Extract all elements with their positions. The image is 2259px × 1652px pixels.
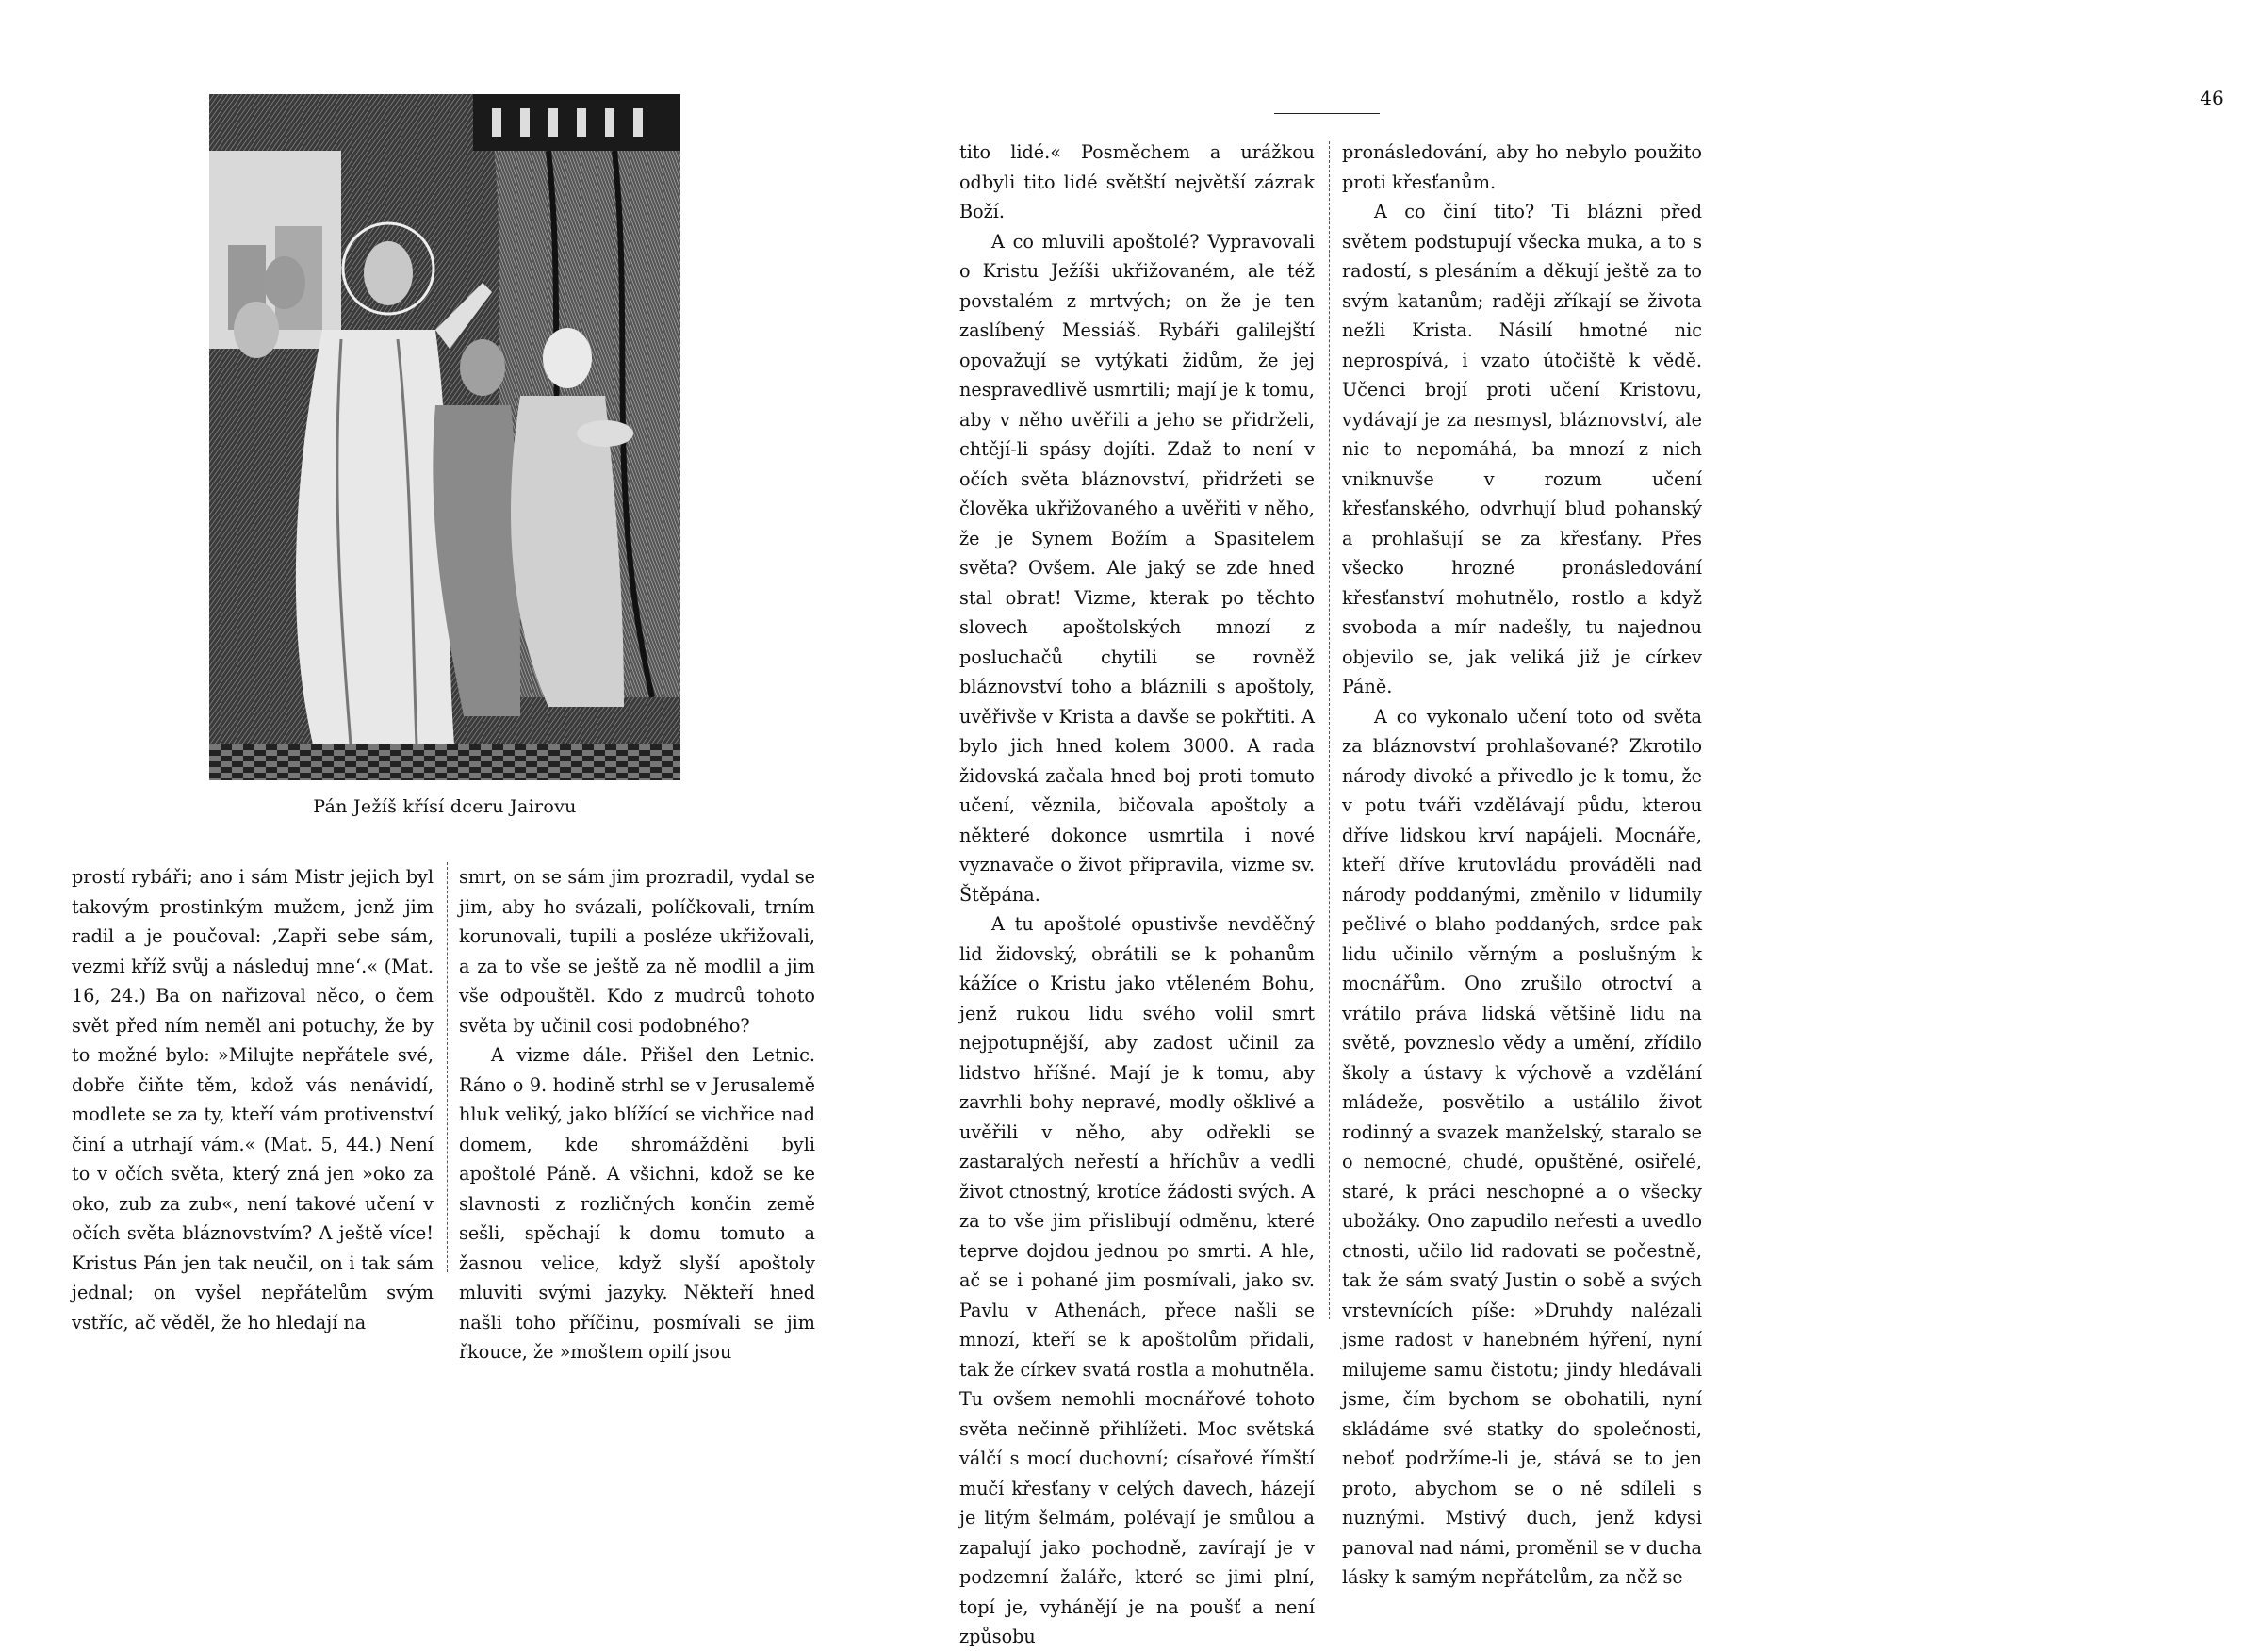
paragraph: pronásledování, aby ho nebylo použito proti křesťanům. <box>1342 141 1702 193</box>
paragraph: A co mluvili apoštolé? Vypravovali o Kristu Ježíši ukřižovaném, ale též povstalém z mrtvých; on že je ten zaslíbený Messiáš. Rybáři galilejští opovažují se vytýkati židům, že jej nespravedlivě usmrtili; mají je k tomu, aby v něho uvěřili a jeho se přidrželi, chtějí-li spásy dojíti. Zdaž to není v očích světa bláznovství, přidržeti se člověka ukřižovaného a uvěřiti v něho, že je Synem Božím a Spasitelem světa? Ovšem. Ale jaký se zde hned stal obrat! Vizme, kterak po těchto slovech apoštolských mnozí z posluchačů chytili se rovněž bláznovství toho a bláznili s apoštoly, uvěřivše v Krista a davše se pokřtiti. A bylo jich hned kolem 3000. A rada židovská začala hned boj proti tomuto učení, věznila, bičovala apoštoly a některé dokonce usmrtila i nové vyznavače o život připravila, vizme sv. Štěpána. <box>959 230 1315 906</box>
column-divider <box>447 862 448 1272</box>
left-page-column-2 <box>459 862 815 1367</box>
paragraph: A co vykonalo učení toto od světa za bláznovství prohlašované? Zkrotilo národy divoké a přivedlo je k tomu, že v potu tváři vzdělávají půdu, kterou dříve lidskou krví napájeli. Mocnáře, kteří dříve krutovládu prováděli nad národy poddanými, změnilo v lidumily pečlivé o blaho poddaných, srdce pak lidu učinilo věrným a poslušným k mocnářům. Ono zrušilo otroctví a vrátilo práva lidská většině lidu na světě, povzneslo vědy a umění, zřídilo školy a ústavy k výchově a vzdělání mládeže, posvětilo a ustálilo život rodinný a svazek manželský, staralo se o nemocné, chudé, opuštěné, osiřelé, staré, k práci neschopné a o všecky ubožáky. Ono zapudilo neřesti a uvedlo ctnosti, učilo lid radovati se počestně, tak že sám svatý Justin o sobě a svých vrstevnících píše: »Druhdy nalézali jsme radost v hanebném hýření, nyní milujeme samu čistotu; jindy hledávali jsme, čím bychom se obohatili, nyní skládáme své statky do společnosti, neboť podržíme-li je, stává se to jen proto, abychom se o ně sdíleli s nuznými. Mstivý duch, jenž kdysi panoval nad námi, proměnil se v ducha lásky k samým nepřátelům, za něž se <box>1342 705 1702 1588</box>
right-page-column-2 <box>1342 138 1702 1593</box>
paragraph: smrt, on se sám jim prozradil, vydal se jim, aby ho svázali, políčkovali, trním korunovali, tupili a posléze ukřižovali, a za to vše se ještě za ně modlil a jim vše odpouštěl. Kdo z mudrců tohoto světa by učinil cosi podobného? <box>459 866 815 1037</box>
right-page-column-1 <box>959 138 1315 1652</box>
page-number: 46 <box>2200 87 2224 109</box>
paragraph: A vizme dále. Přišel den Letnic. Ráno o 9. hodině strhl se v Jerusalemě hluk veliký, jako blížící se vichřice nad domem, kde shromážděni byli apoštolé Páně. A všichni, kdož se ke slavnosti z rozličných končin země sešli, spěchají k domu tomuto a žasnou velice, když slyší apoštoly mluviti svými jazyky. Někteří hned našli toho příčinu, posmívali se jim řkouce, že »moštem opilí jsou <box>459 1044 815 1363</box>
paragraph: A co činí tito? Ti blázni před světem podstupují všecka muka, a to s radostí, s plesáním a děkují ještě za to svým katanům; raději zříkají se života nežli Krista. Násilí hmotné nic neprospívá, i vzato útočiště k vědě. Učenci brojí proti učení Kristovu, vydávají je za nesmysl, bláznovství, ale nic to nepomáhá, ba mnozí z nich vniknuvše v rozum učení křesťanského, odvrhují blud pohanský a prohlašují se za křesťany. Přes všecko hrozné pronásledování křesťanství mohutnělo, rostlo a když svoboda a mír nadešly, tu najednou objevilo se, jak veliká již je církev Páně. <box>1342 201 1702 697</box>
paragraph: prostí rybáři; ano i sám Mistr jejich byl takovým prostinkým mužem, jenž jim radil a je poučoval: ‚Zapři sebe sám, vezmi kříž svůj a následuj mne‘.« (Mat. 16, 24.) Ba on nařizoval něco, o čem svět před ním neměl ani potuchy, že by to možné bylo: »Milujte nepřátele své, dobře čiňte těm, kdož vás nenávidí, modlete se za ty, kteří vám protivenství činí a utrhají vám.« (Mat. 5, 44.) Není to v očích světa, který zná jen »oko za oko, zub za zub«, není takové učení v očích světa bláznovstvím? A ještě více! Kristus Pán jen tak neučil, on i tak sám jednal; on vyšel nepřátelům svým vstříc, ač věděl, že ho hledají na <box>72 866 434 1333</box>
paragraph: A tu apoštolé opustivše nevděčný lid židovský, obrátili se k pohanům kážíce o Kristu jako vtěleném Bohu, jenž rukou lidu svého volil smrt nejpotupnější, aby zadost učinil za lidstvo hříšné. Mají je k tomu, aby zavrhli bohy nepravé, modly ošklivé a uvěřili v něho, aby odřekli se zastaralých neřestí a hříchův a vedli život ctnostný, krotíce žádosti svých. A za to vše jim přislibují odměnu, které teprve dojdou jednou po smrti. A hle, ač se i pohané jim posmívali, jako sv. Pavlu v Athenách, přece našli se mnozí, kteří se k apoštolům přidali, tak že církev svatá rostla a mohutněla. Tu ovšem nemohli mocnářové tohoto světa nečinně přihlížeti. Moc světská válčí s mocí duchovní; císařové římští mučí křesťany v celých davech, házejí je litým šelmám, polévají je smůlou a zapalují jako pochodně, zavírají je v podzemní žaláře, které se jimi plní, topí je, vyhánějí je na poušť a není způsobu <box>959 913 1315 1647</box>
engraving-artwork <box>209 94 680 780</box>
column-divider <box>1329 141 1330 1319</box>
left-page <box>0 0 876 1414</box>
illustration-caption: Pán Ježíš křísí dceru Jairovu <box>313 796 577 817</box>
header-rule <box>1274 113 1380 114</box>
engraving-illustration-icon <box>209 94 680 780</box>
paragraph: tito lidé.« Posměchem a urážkou odbyli tito lidé světští největší zázrak Boží. <box>959 141 1315 222</box>
left-page-column-1 <box>72 862 434 1337</box>
